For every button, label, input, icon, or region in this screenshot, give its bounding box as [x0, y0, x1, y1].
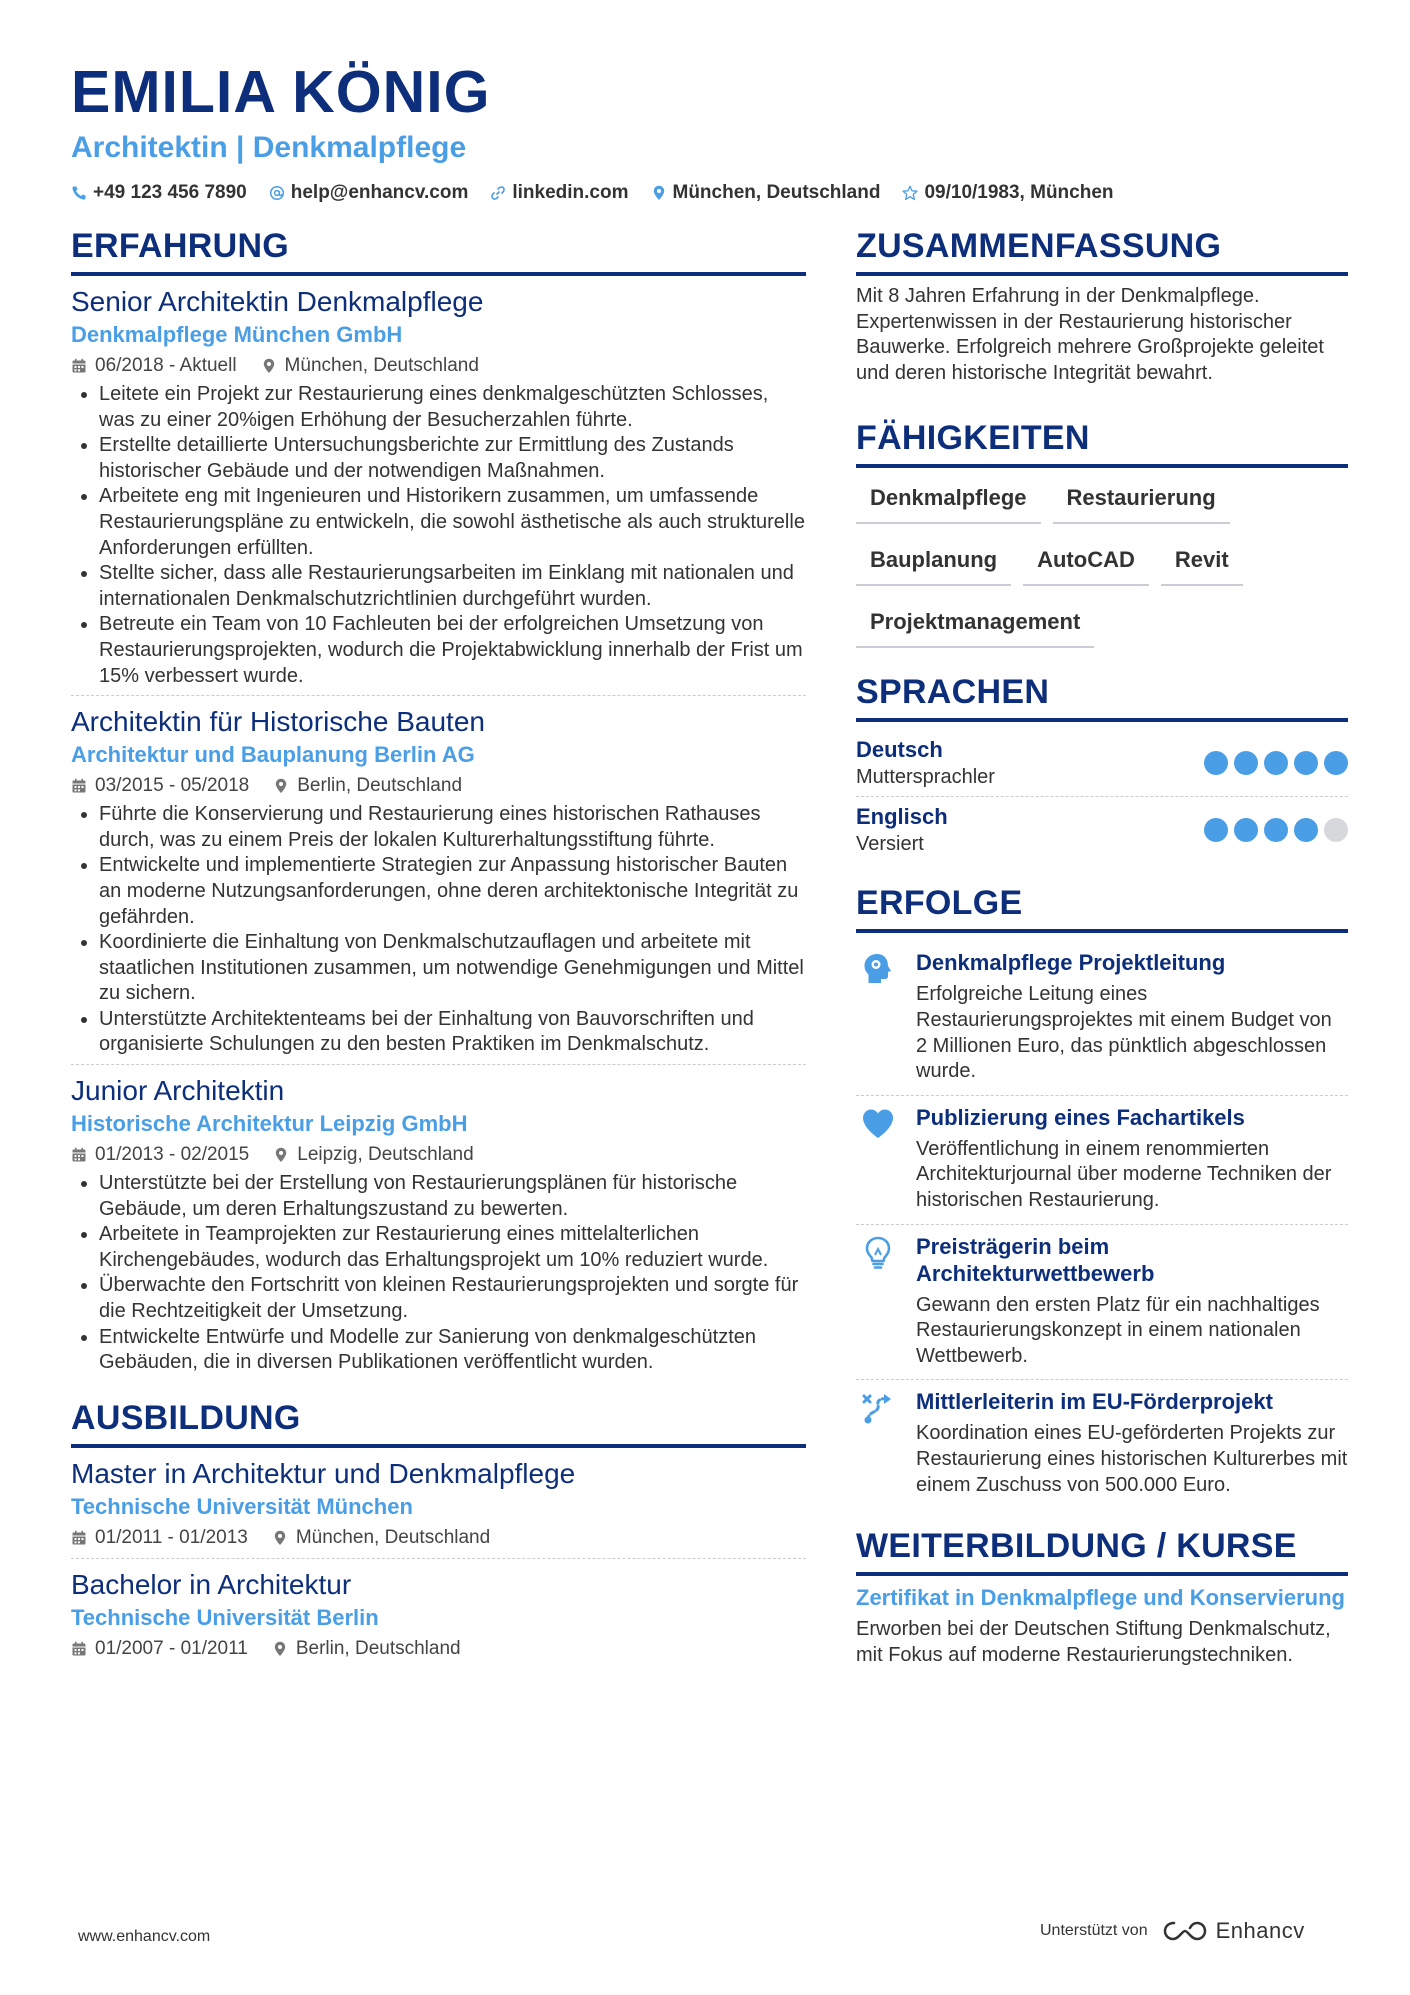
bullet: • Entwickelte und implementierte Strategien zur Anpassung historischer Bauten an moderne Nutzungsanforderungen, ohne deren architektonische Integrität zu gefährden.	[99, 853, 806, 930]
contact-phone[interactable]	[71, 180, 247, 206]
education-entry	[71, 1456, 806, 1559]
job-role: Architektin für Historische Bauten	[71, 706, 485, 738]
job-role: Junior Architektin	[71, 1075, 285, 1107]
heart-icon	[860, 1106, 896, 1142]
bullet: • Arbeitete in Teamprojekten zur Restaurierung eines mittelalterlichen Kirchengebäudes, wodurch das Erhaltungsprojekt um 10% reduziert wurde.	[99, 1222, 806, 1273]
bullet: • Arbeitete eng mit Ingenieuren und Historikern zusammen, um umfassende Restaurierungspläne zu entwickeln, die sowohl ästhetische als auch strukturelle Anforderungen erfüllten.	[99, 484, 806, 561]
language-row	[856, 797, 1348, 863]
location-text: München, Deutschland	[672, 182, 881, 203]
at-icon	[269, 185, 285, 201]
birth-text: 09/10/1983, München	[924, 182, 1114, 203]
bullet: • Erstellte detaillierte Untersuchungsberichte zur Ermittlung des Zustands historischer Gebäude und der notwendigen Maßnahmen.	[99, 433, 806, 484]
contact-birth	[902, 180, 1113, 206]
job-location: Berlin, Deutschland	[297, 775, 463, 797]
achievement-title: Denkmalpflege Projektleitung	[916, 950, 1226, 976]
infinity-logo-icon	[1162, 1919, 1208, 1943]
calendar-icon	[71, 1147, 87, 1163]
contact-bar	[71, 180, 1341, 206]
rating-dot-empty	[1324, 818, 1348, 842]
achievement-item	[856, 1380, 1348, 1508]
head-icon	[860, 951, 896, 987]
language-rating	[1204, 751, 1348, 775]
bullet: • Koordinierte die Einhaltung von Denkmalschutzauflagen und arbeitete mit staatlichen Institutionen zusammen, um notwendige Genehmigungen und Mittel zu sichern.	[99, 930, 806, 1007]
education-dates: 01/2011 - 01/2013	[95, 1526, 248, 1548]
education-entry	[71, 1567, 806, 1669]
bullet: • Betreute ein Team von 10 Fachleuten bei der erfolgreichen Umsetzung von Restaurierungsprojekten, wodurch die Projektabwicklung innerhalb der Frist um 15% verbessert wurde.	[99, 612, 806, 689]
location-pin-icon	[273, 1147, 289, 1163]
skill-tag: Denkmalpflege	[856, 476, 1041, 524]
job-entry	[71, 1073, 806, 1382]
job-company: Historische Architektur Leipzig GmbH	[71, 1111, 468, 1137]
course-desc: Erworben bei der Deutschen Stiftung Denkmalschutz, mit Fokus auf moderne Restaurierungstechniken.	[856, 1618, 1331, 1666]
education-degree: Master in Architektur und Denkmalpflege	[71, 1457, 576, 1489]
achievement-desc: Koordination eines EU-geförderten Projekts zur Restaurierung eines historischen Kulturerbes mit einem Zuschuss von 500.000 Euro.	[916, 1422, 1348, 1496]
education-school: Technische Universität Berlin	[71, 1604, 379, 1630]
job-entry	[71, 284, 806, 696]
brand-logo[interactable]	[1162, 1918, 1305, 1944]
skill-tag: Projektmanagement	[856, 600, 1094, 648]
education-location: München, Deutschland	[295, 1526, 491, 1548]
job-dates: 01/2013 - 02/2015	[95, 1144, 250, 1166]
skill-tag: Restaurierung	[1053, 476, 1230, 524]
job-bullets	[71, 1171, 806, 1376]
language-rating	[1204, 818, 1348, 842]
courses-title: WEITERBILDUNG / KURSE	[856, 1524, 1348, 1576]
location-pin-icon	[261, 358, 277, 374]
right-column	[856, 224, 1348, 1668]
bullet: • Unterstützte bei der Erstellung von Restaurierungsplänen für historische Gebäude, um deren Erhaltungszustand zu bewerten.	[99, 1171, 806, 1222]
calendar-icon	[71, 778, 87, 794]
rating-dot-filled	[1234, 818, 1258, 842]
achievements-title: ERFOLGE	[856, 881, 1348, 933]
achievement-item	[856, 1096, 1348, 1225]
skill-tag: AutoCAD	[1023, 538, 1149, 586]
phone-icon	[71, 185, 87, 201]
summary-title: ZUSAMMENFASSUNG	[856, 224, 1348, 276]
contact-location	[651, 180, 881, 206]
bullet: • Überwachte den Fortschritt von kleinen Restaurierungsprojekten und sorgte für die Rechtzeitigkeit der Umsetzung.	[99, 1273, 806, 1324]
job-location: München, Deutschland	[284, 355, 479, 376]
job-entry	[71, 704, 806, 1065]
rating-dot-filled	[1264, 751, 1288, 775]
rating-dot-filled	[1204, 818, 1228, 842]
education-degree: Bachelor in Architektur	[71, 1568, 352, 1600]
language-name: Englisch	[856, 804, 948, 830]
rating-dot-filled	[1264, 818, 1288, 842]
job-company: Architektur und Bauplanung Berlin AG	[71, 742, 475, 768]
footer-website[interactable]: www.enhancv.com	[78, 1928, 211, 1945]
education-meta	[71, 1635, 806, 1663]
skills-title: FÄHIGKEITEN	[856, 416, 1348, 468]
bullet: • Unterstützte Architektenteams bei der Einhaltung von Bauvorschriften und organisierte Schulungen zu den besten Praktiken im Denkmalschutz.	[99, 1007, 806, 1058]
achievement-desc: Erfolgreiche Leitung eines Restaurierungsprojektes mit einem Budget von 2 Millionen Euro, das pünktlich abgeschlossen wurde.	[916, 983, 1332, 1083]
education-dates: 01/2007 - 01/2011	[95, 1637, 248, 1659]
language-name: Deutsch	[856, 737, 943, 763]
rating-dot-filled	[1204, 751, 1228, 775]
achievement-title: Preisträgerin beim Architekturwettbewerb	[916, 1233, 1155, 1286]
language-level: Muttersprachler	[856, 766, 995, 789]
location-pin-icon	[272, 1530, 288, 1546]
language-row	[856, 730, 1348, 797]
route-icon	[860, 1390, 896, 1426]
skills-list	[856, 476, 1348, 648]
job-dates: 03/2015 - 05/2018	[95, 775, 250, 797]
link-icon	[490, 185, 506, 201]
contact-email[interactable]	[269, 180, 469, 206]
job-role: Senior Architektin Denkmalpflege	[71, 286, 484, 317]
phone-text: +49 123 456 7890	[93, 182, 247, 203]
job-meta	[71, 352, 806, 380]
job-location: Leipzig, Deutschland	[297, 1144, 474, 1166]
rating-dot-filled	[1294, 818, 1318, 842]
languages-title: SPRACHEN	[856, 670, 1348, 722]
footer-powered	[1040, 1918, 1305, 1944]
achievement-desc: Veröffentlichung in einem renommierten Architekturjournal über moderne Techniken der historischen Restaurierung.	[916, 1137, 1332, 1211]
job-bullets	[71, 802, 806, 1058]
course-title: Zertifikat in Denkmalpflege und Konservierung	[856, 1585, 1345, 1611]
rating-dot-filled	[1324, 751, 1348, 775]
resume-header	[71, 58, 1341, 206]
calendar-icon	[71, 358, 87, 374]
powered-by-text: Unterstützt von	[1040, 1922, 1148, 1939]
education-title: AUSBILDUNG	[71, 1396, 806, 1448]
bullet: • Leitete ein Projekt zur Restaurierung eines denkmalgeschützten Schlosses, was zu einer 20%igen Erhöhung der Besucherzahlen führte.	[99, 382, 806, 433]
star-icon	[902, 185, 918, 201]
brand-name: Enhancv	[1215, 1918, 1305, 1943]
job-company: Denkmalpflege München GmbH	[71, 322, 403, 347]
job-bullets	[71, 382, 806, 689]
calendar-icon	[71, 1530, 87, 1546]
rating-dot-filled	[1234, 751, 1258, 775]
candidate-name: EMILIA KÖNIG	[71, 59, 491, 125]
rating-dot-filled	[1294, 751, 1318, 775]
achievement-item	[856, 941, 1348, 1095]
achievement-title: Mittlerleiterin im EU-Förderprojekt	[916, 1389, 1273, 1415]
lightbulb-icon	[860, 1235, 896, 1271]
contact-linkedin[interactable]	[490, 180, 628, 206]
email-text: help@enhancv.com	[290, 182, 469, 203]
skill-tag: Bauplanung	[856, 538, 1011, 586]
bullet: • Führte die Konservierung und Restaurierung eines historischen Rathauses durch, was zu einem Preis der lokalen Kulturerhaltungsstiftung führte.	[99, 802, 806, 853]
achievement-title: Publizierung eines Fachartikels	[916, 1104, 1245, 1130]
education-school: Technische Universität München	[71, 1493, 413, 1519]
summary-text: Mit 8 Jahren Erfahrung in der Denkmalpflege. Expertenwissen in der Restaurierung historischer Bauwerke. Erfolgreich mehrere Großprojekte geleitet und deren historische Integrität bewahrt.	[856, 285, 1324, 384]
linkedin-text: linkedin.com	[512, 182, 629, 203]
calendar-icon	[71, 1641, 87, 1657]
candidate-subtitle: Architektin | Denkmalpflege	[71, 131, 467, 164]
skill-tag: Revit	[1161, 538, 1243, 586]
achievement-item	[856, 1225, 1348, 1381]
language-level: Versiert	[856, 833, 924, 856]
job-dates: 06/2018 - Aktuell	[95, 355, 237, 376]
experience-title: ERFAHRUNG	[71, 224, 806, 276]
left-column	[71, 224, 806, 1677]
achievement-desc: Gewann den ersten Platz für ein nachhaltiges Restaurierungskonzept in einem nationalen Wettbewerb.	[916, 1293, 1320, 1367]
education-location: Berlin, Deutschland	[295, 1637, 461, 1659]
education-meta	[71, 1524, 806, 1552]
job-meta	[71, 772, 806, 800]
location-pin-icon	[651, 185, 667, 201]
bullet: • Stellte sicher, dass alle Restaurierungsarbeiten im Einklang mit nationalen und internationalen Denkmalschutzrichtlinien durchgeführt wurden.	[99, 561, 806, 612]
bullet: • Entwickelte Entwürfe und Modelle zur Sanierung von denkmalgeschützten Gebäuden, die in diversen Publikationen veröffentlicht wurden.	[99, 1325, 806, 1376]
job-meta	[71, 1141, 806, 1169]
location-pin-icon	[273, 778, 289, 794]
location-pin-icon	[272, 1641, 288, 1657]
